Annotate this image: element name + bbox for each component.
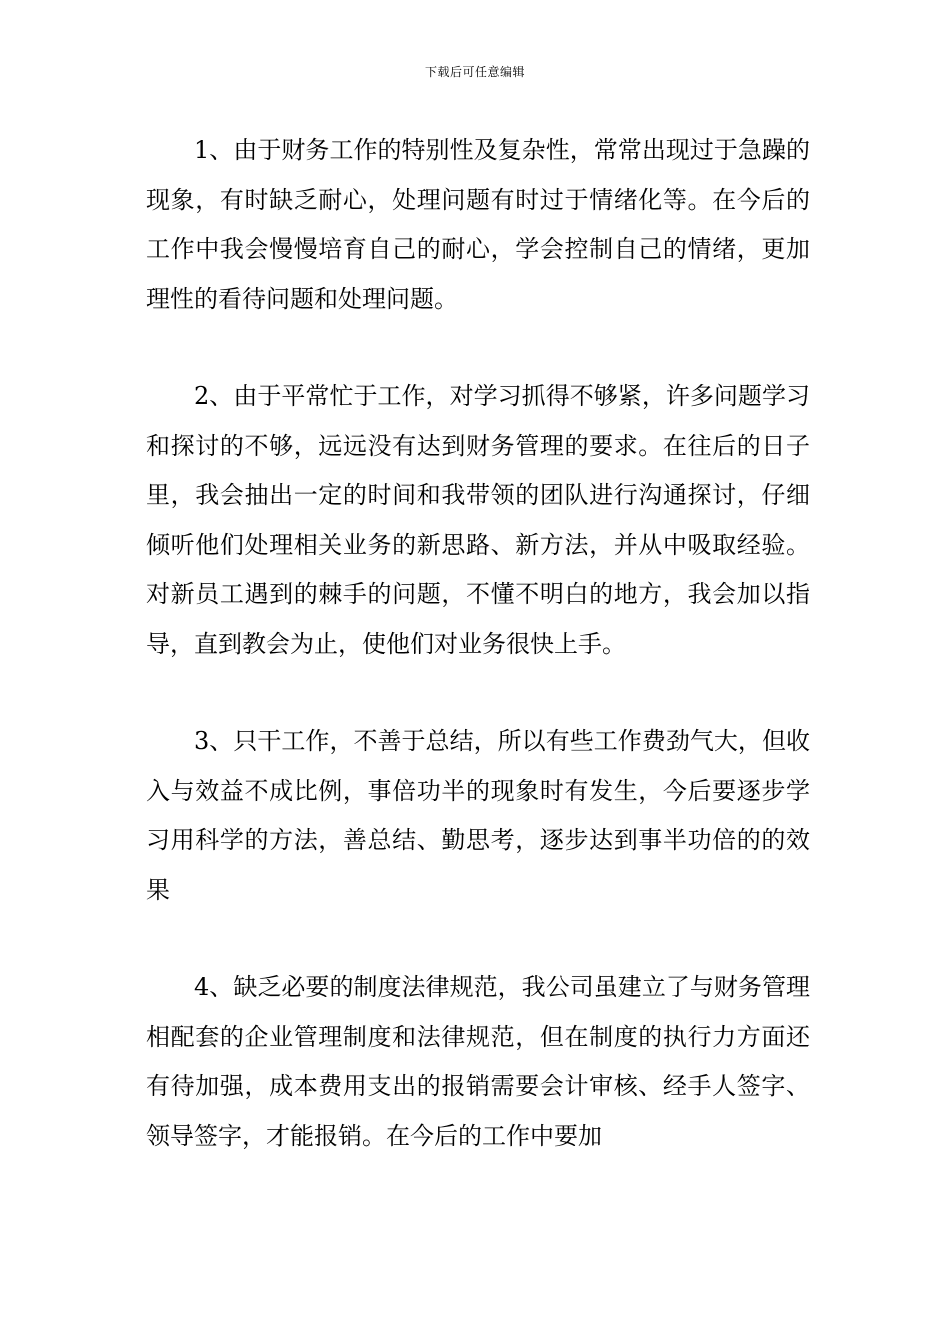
page-header-note: 下载后可任意编辑 <box>424 65 525 79</box>
paragraph-1: 1、由于财务工作的特别性及复杂性，常常出现过于急躁的现象，有时缺乏耐心，处理问题有时过于情绪化等。在今后的工作中我会慢慢培育自己的耐心，学会控制自己的情绪，更加理性的看待问题和处理问题。 <box>146 136 810 313</box>
paragraph-4: 4、缺乏必要的制度法律规范，我公司虽建立了与财务管理相配套的企业管理制度和法律规范，但在制度的执行力方面还有待加强，成本费用支出的报销需要会计审核、经手人签字、领导签字，才能报销。在今后的工作中要加 <box>146 973 810 1150</box>
document-body <box>146 126 810 1209</box>
paragraph-2: 2、由于平常忙于工作，对学习抓得不够紧，许多问题学习和探讨的不够，远远没有达到财务管理的要求。在往后的日子里，我会抽出一定的时间和我带领的团队进行沟通探讨，仔细倾听他们处理相关业务的新思路、新方法，并从中吸取经验。对新员工遇到的棘手的问题，不懂不明白的地方，我会加以指导，直到教会为止，使他们对业务很快上手。 <box>146 382 810 658</box>
paragraph-3: 3、只干工作，不善于总结，所以有些工作费劲气大，但收入与效益不成比例，事倍功半的现象时有发生，今后要逐步学习用科学的方法，善总结、勤思考，逐步达到事半功倍的的效果 <box>146 727 810 904</box>
